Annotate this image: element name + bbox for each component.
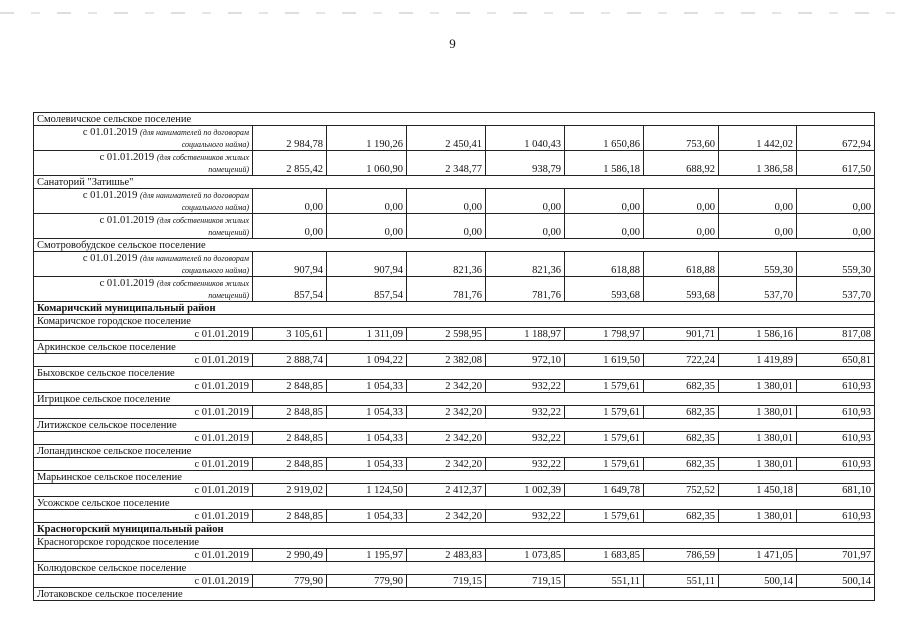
- tariff-value-cell: 2 598,95: [407, 328, 486, 341]
- tariff-value-cell: 1 073,85: [486, 549, 565, 562]
- tariff-value-cell: 1 060,90: [327, 151, 407, 176]
- settlement-name: Аркинское сельское поселение: [34, 341, 875, 354]
- date-note: (для собственников жилых: [156, 216, 249, 225]
- tariff-value-cell: 722,24: [644, 354, 719, 367]
- table-row: [34, 126, 875, 151]
- tariff-value-cell: 857,54: [253, 277, 327, 302]
- date-label-cell: с 01.01.2019: [34, 575, 253, 588]
- tariff-value-cell: 1 798,97: [565, 328, 644, 341]
- tariff-value-cell: 1 040,43: [486, 126, 565, 151]
- tariff-value-cell: 682,35: [644, 510, 719, 523]
- table-row: [34, 380, 875, 393]
- tariff-value-cell: 0,00: [407, 214, 486, 239]
- tariff-value-cell: 682,35: [644, 380, 719, 393]
- tariff-value-cell: 857,54: [327, 277, 407, 302]
- date-note-continued: помещений): [208, 228, 249, 237]
- section-header-row: [34, 341, 875, 354]
- section-header-row: [34, 562, 875, 575]
- tariff-value-cell: 2 848,85: [253, 458, 327, 471]
- tariff-value-cell: 1 094,22: [327, 354, 407, 367]
- date-label-cell: [34, 126, 253, 151]
- section-header-row: [34, 315, 875, 328]
- date-note-continued: помещений): [208, 291, 249, 300]
- district-name: Комаричский муниципальный район: [34, 302, 875, 315]
- tariff-value-cell: 0,00: [565, 189, 644, 214]
- tariff-value-cell: 2 412,37: [407, 484, 486, 497]
- tariff-value-cell: 617,50: [797, 151, 875, 176]
- tariff-value-cell: 618,88: [644, 252, 719, 277]
- tariff-value-cell: 610,93: [797, 458, 875, 471]
- tariff-value-cell: 1 054,33: [327, 510, 407, 523]
- tariff-value-cell: 1 650,86: [565, 126, 644, 151]
- tariff-value-cell: 907,94: [327, 252, 407, 277]
- tariff-value-cell: 1 649,78: [565, 484, 644, 497]
- tariff-value-cell: 610,93: [797, 380, 875, 393]
- date-label-cell: с 01.01.2019: [34, 432, 253, 445]
- tariff-value-cell: 2 984,78: [253, 126, 327, 151]
- tariff-value-cell: 0,00: [644, 214, 719, 239]
- tariff-value-cell: 1 579,61: [565, 432, 644, 445]
- date-line: [37, 127, 249, 139]
- date-note-continued: социального найма): [181, 266, 249, 275]
- table-row: [34, 458, 875, 471]
- tariff-value-cell: 2 848,85: [253, 510, 327, 523]
- section-header-row: [34, 588, 875, 601]
- tariff-value-cell: 1 683,85: [565, 549, 644, 562]
- date-text: с 01.01.2019: [82, 127, 138, 138]
- tariff-table: [33, 112, 875, 601]
- date-label-cell: [34, 277, 253, 302]
- tariff-value-cell: 2 342,20: [407, 510, 486, 523]
- tariff-value-cell: 1 054,33: [327, 432, 407, 445]
- tariff-value-cell: 537,70: [797, 277, 875, 302]
- tariff-value-cell: 1 586,16: [719, 328, 797, 341]
- tariff-value-cell: 972,10: [486, 354, 565, 367]
- tariff-value-cell: 0,00: [644, 189, 719, 214]
- tariff-value-cell: 650,81: [797, 354, 875, 367]
- tariff-value-cell: 701,97: [797, 549, 875, 562]
- tariff-value-cell: 1 419,89: [719, 354, 797, 367]
- tariff-value-cell: 786,59: [644, 549, 719, 562]
- table-row: [34, 277, 875, 302]
- tariff-value-cell: 559,30: [719, 252, 797, 277]
- tariff-value-cell: 2 342,20: [407, 458, 486, 471]
- date-line: [37, 190, 249, 202]
- date-label-cell: с 01.01.2019: [34, 484, 253, 497]
- date-line: [37, 253, 249, 265]
- tariff-value-cell: 0,00: [486, 214, 565, 239]
- section-header-row: [34, 176, 875, 189]
- tariff-value-cell: 2 848,85: [253, 380, 327, 393]
- tariff-value-cell: 2 342,20: [407, 432, 486, 445]
- section-header-row: [34, 445, 875, 458]
- tariff-value-cell: 682,35: [644, 406, 719, 419]
- tariff-value-cell: 3 105,61: [253, 328, 327, 341]
- tariff-value-cell: 1 471,05: [719, 549, 797, 562]
- table-row: [34, 328, 875, 341]
- tariff-value-cell: 618,88: [565, 252, 644, 277]
- section-header-row: [34, 239, 875, 252]
- tariff-value-cell: 2 855,42: [253, 151, 327, 176]
- settlement-name: Колюдовское сельское поселение: [34, 562, 875, 575]
- tariff-value-cell: 719,15: [407, 575, 486, 588]
- section-header-row: [34, 471, 875, 484]
- tariff-value-cell: 1 380,01: [719, 510, 797, 523]
- tariff-value-cell: 753,60: [644, 126, 719, 151]
- district-name: Красногорский муниципальный район: [34, 523, 875, 536]
- tariff-value-cell: 551,11: [565, 575, 644, 588]
- tariff-value-cell: 1 002,39: [486, 484, 565, 497]
- tariff-value-cell: 1 579,61: [565, 406, 644, 419]
- date-label-cell: с 01.01.2019: [34, 458, 253, 471]
- tariff-value-cell: 0,00: [486, 189, 565, 214]
- tariff-value-cell: 682,35: [644, 432, 719, 445]
- table-row: [34, 484, 875, 497]
- tariff-value-cell: 2 848,85: [253, 406, 327, 419]
- tariff-value-cell: 2 382,08: [407, 354, 486, 367]
- tariff-value-cell: 2 342,20: [407, 380, 486, 393]
- settlement-name: Лотаковское сельское поселение: [34, 588, 875, 601]
- tariff-value-cell: 672,94: [797, 126, 875, 151]
- page-number: 9: [449, 36, 456, 51]
- tariff-value-cell: 500,14: [719, 575, 797, 588]
- tariff-value-cell: 1 442,02: [719, 126, 797, 151]
- tariff-value-cell: 1 579,61: [565, 458, 644, 471]
- settlement-name: Смотровобудское сельское поселение: [34, 239, 875, 252]
- tariff-value-cell: 932,22: [486, 432, 565, 445]
- settlement-name: Быховское сельское поселение: [34, 367, 875, 380]
- settlement-name: Марьинское сельское поселение: [34, 471, 875, 484]
- tariff-value-cell: 781,76: [486, 277, 565, 302]
- tariff-value-cell: 1 619,50: [565, 354, 644, 367]
- tariff-value-cell: 1 579,61: [565, 380, 644, 393]
- tariff-value-cell: 1 579,61: [565, 510, 644, 523]
- tariff-value-cell: 781,76: [407, 277, 486, 302]
- date-note: (для нанимателей по договорам: [140, 254, 249, 263]
- tariff-value-cell: 0,00: [797, 214, 875, 239]
- date-text: с 01.01.2019: [99, 215, 155, 226]
- section-header-row: [34, 367, 875, 380]
- tariff-value-cell: 0,00: [719, 189, 797, 214]
- tariff-value-cell: 1 380,01: [719, 406, 797, 419]
- tariff-value-cell: 1 450,18: [719, 484, 797, 497]
- tariff-value-cell: 1 188,97: [486, 328, 565, 341]
- tariff-value-cell: 688,92: [644, 151, 719, 176]
- tariff-value-cell: 0,00: [565, 214, 644, 239]
- settlement-name: Лопандинское сельское поселение: [34, 445, 875, 458]
- tariff-value-cell: 1 190,26: [327, 126, 407, 151]
- date-label-cell: с 01.01.2019: [34, 406, 253, 419]
- tariff-value-cell: 1 054,33: [327, 380, 407, 393]
- table-row: [34, 510, 875, 523]
- tariff-value-cell: 559,30: [797, 252, 875, 277]
- tariff-value-cell: 901,71: [644, 328, 719, 341]
- tariff-value-cell: 817,08: [797, 328, 875, 341]
- tariff-value-cell: 1 195,97: [327, 549, 407, 562]
- settlement-name: Санаторий "Затишье": [34, 176, 875, 189]
- tariff-value-cell: 610,93: [797, 432, 875, 445]
- date-note-continued: социального найма): [181, 203, 249, 212]
- date-label-cell: с 01.01.2019: [34, 510, 253, 523]
- tariff-value-cell: 2 919,02: [253, 484, 327, 497]
- tariff-value-cell: 593,68: [644, 277, 719, 302]
- section-header-row: [34, 497, 875, 510]
- tariff-value-cell: 932,22: [486, 406, 565, 419]
- date-text: с 01.01.2019: [99, 278, 155, 289]
- tariff-value-cell: 1 054,33: [327, 406, 407, 419]
- tariff-value-cell: 682,35: [644, 458, 719, 471]
- date-text: с 01.01.2019: [99, 152, 155, 163]
- tariff-value-cell: 681,10: [797, 484, 875, 497]
- date-label-cell: [34, 252, 253, 277]
- tariff-value-cell: 779,90: [327, 575, 407, 588]
- date-label-cell: с 01.01.2019: [34, 354, 253, 367]
- tariff-value-cell: 610,93: [797, 510, 875, 523]
- tariff-value-cell: 0,00: [253, 214, 327, 239]
- tariff-value-cell: 932,22: [486, 380, 565, 393]
- table-row: [34, 549, 875, 562]
- tariff-table-body: [34, 113, 875, 601]
- tariff-value-cell: 2 990,49: [253, 549, 327, 562]
- date-note: (для собственников жилых: [156, 153, 249, 162]
- date-label-cell: [34, 189, 253, 214]
- table-row: [34, 189, 875, 214]
- tariff-value-cell: 0,00: [327, 214, 407, 239]
- tariff-value-cell: 0,00: [407, 189, 486, 214]
- section-header-row: [34, 536, 875, 549]
- tariff-value-cell: 779,90: [253, 575, 327, 588]
- section-header-row: [34, 113, 875, 126]
- settlement-name: Смолевичское сельское поселение: [34, 113, 875, 126]
- tariff-value-cell: 821,36: [407, 252, 486, 277]
- tariff-value-cell: 2 848,85: [253, 432, 327, 445]
- tariff-value-cell: 1 586,18: [565, 151, 644, 176]
- tariff-value-cell: 1 380,01: [719, 380, 797, 393]
- tariff-value-cell: 1 124,50: [327, 484, 407, 497]
- tariff-value-cell: 2 483,83: [407, 549, 486, 562]
- tariff-value-cell: 1 311,09: [327, 328, 407, 341]
- table-row: [34, 406, 875, 419]
- date-text: с 01.01.2019: [82, 253, 138, 264]
- scan-artifact-line: [0, 12, 905, 14]
- settlement-name: Усожское сельское поселение: [34, 497, 875, 510]
- section-header-row: [34, 523, 875, 536]
- date-label-cell: с 01.01.2019: [34, 380, 253, 393]
- tariff-value-cell: 0,00: [327, 189, 407, 214]
- date-note: (для собственников жилых: [156, 279, 249, 288]
- section-header-row: [34, 393, 875, 406]
- tariff-value-cell: 1 380,01: [719, 432, 797, 445]
- table-row: [34, 214, 875, 239]
- tariff-value-cell: 2 888,74: [253, 354, 327, 367]
- table-row: [34, 575, 875, 588]
- date-label-cell: [34, 214, 253, 239]
- settlement-name: Литижское сельское поселение: [34, 419, 875, 432]
- settlement-name: Комаричское городское поселение: [34, 315, 875, 328]
- tariff-value-cell: 537,70: [719, 277, 797, 302]
- settlement-name: Игрицкое сельское поселение: [34, 393, 875, 406]
- date-note: (для нанимателей по договорам: [140, 191, 249, 200]
- date-label-cell: с 01.01.2019: [34, 328, 253, 341]
- tariff-value-cell: 0,00: [719, 214, 797, 239]
- section-header-row: [34, 302, 875, 315]
- date-line: [37, 278, 249, 290]
- section-header-row: [34, 419, 875, 432]
- table-row: [34, 151, 875, 176]
- settlement-name: Красногорское городское поселение: [34, 536, 875, 549]
- tariff-value-cell: 821,36: [486, 252, 565, 277]
- date-label-cell: [34, 151, 253, 176]
- tariff-value-cell: 752,52: [644, 484, 719, 497]
- tariff-value-cell: 907,94: [253, 252, 327, 277]
- tariff-value-cell: 551,11: [644, 575, 719, 588]
- date-text: с 01.01.2019: [82, 190, 138, 201]
- tariff-value-cell: 610,93: [797, 406, 875, 419]
- tariff-value-cell: 932,22: [486, 510, 565, 523]
- tariff-value-cell: 1 386,58: [719, 151, 797, 176]
- tariff-value-cell: 1 380,01: [719, 458, 797, 471]
- tariff-value-cell: 2 342,20: [407, 406, 486, 419]
- table-row: [34, 432, 875, 445]
- tariff-value-cell: 0,00: [797, 189, 875, 214]
- date-label-cell: с 01.01.2019: [34, 549, 253, 562]
- tariff-value-cell: 0,00: [253, 189, 327, 214]
- tariff-value-cell: 2 450,41: [407, 126, 486, 151]
- tariff-value-cell: 2 348,77: [407, 151, 486, 176]
- tariff-value-cell: 500,14: [797, 575, 875, 588]
- date-note: (для нанимателей по договорам: [140, 128, 249, 137]
- date-note-continued: помещений): [208, 165, 249, 174]
- tariff-value-cell: 932,22: [486, 458, 565, 471]
- date-note-continued: социального найма): [181, 140, 249, 149]
- table-row: [34, 354, 875, 367]
- tariff-value-cell: 593,68: [565, 277, 644, 302]
- tariff-value-cell: 938,79: [486, 151, 565, 176]
- date-line: [37, 215, 249, 227]
- table-row: [34, 252, 875, 277]
- date-line: [37, 152, 249, 164]
- tariff-value-cell: 1 054,33: [327, 458, 407, 471]
- tariff-value-cell: 719,15: [486, 575, 565, 588]
